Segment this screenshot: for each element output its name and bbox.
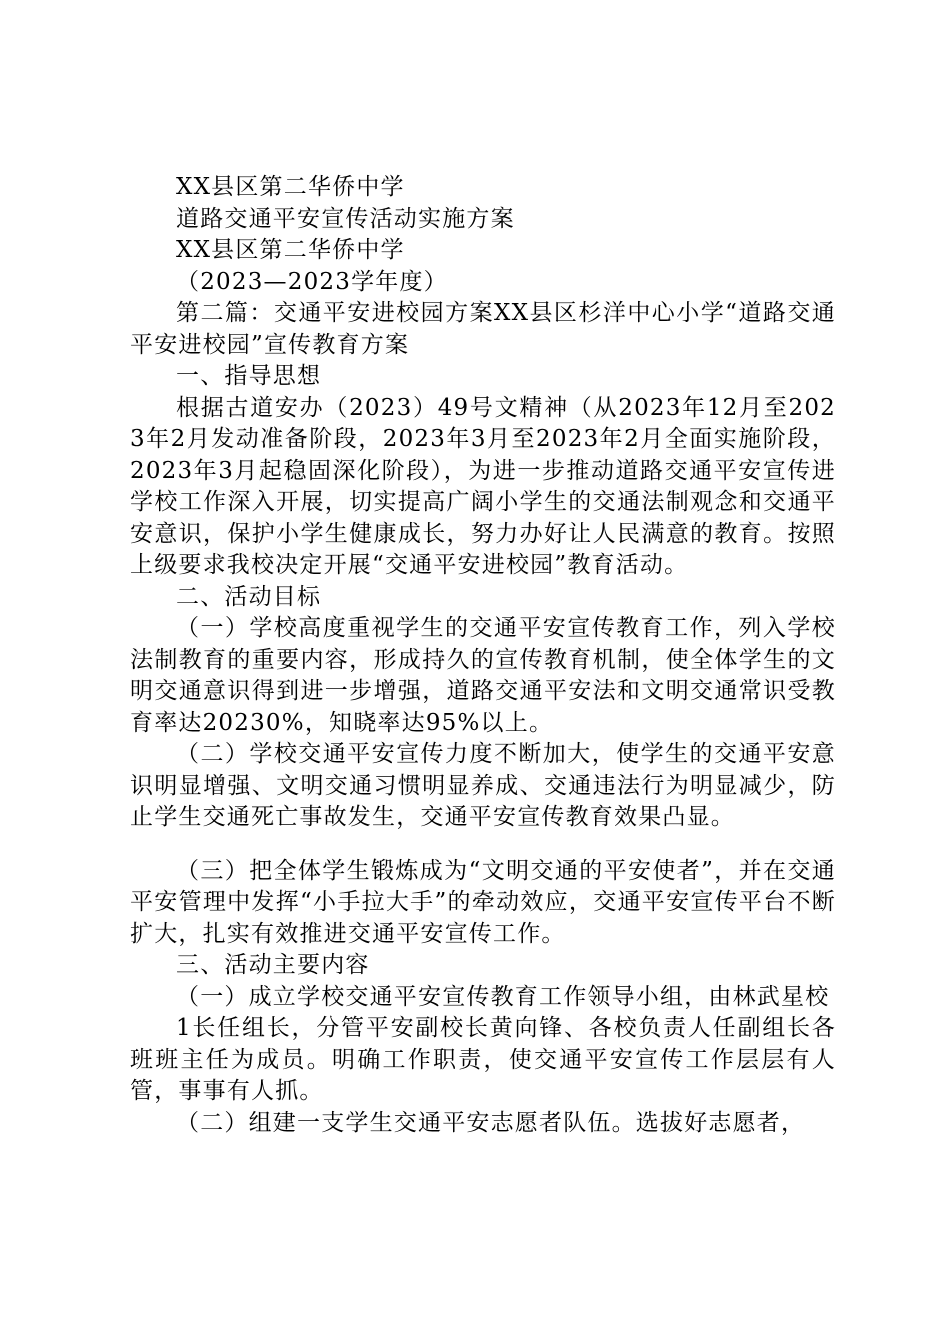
paragraph-goal-3: （三）把全体学生锻炼成为“文明交通的平安使者”，并在交通平安管理中发挥“小手拉大手”的牵动效应，交通平安宣传平台不断扩大，扎实有效推进交通平安宣传工作。 [130,857,836,947]
plan-title-line: 道路交通平安宣传活动实施方案 [176,205,515,232]
paragraph-goal-1: （一）学校高度重视学生的交通平安宣传教育工作，列入学校法制教育的重要内容，形成持久的宣传教育机制，使全体学生的文明交通意识得到进一步增强，道路交通平安法和文明交通常识受教育率达20230%，知晓率达95%以上。 [130,615,836,736]
heading-guiding-thought: 一、指导思想 [176,363,322,389]
heading-main-content: 三、活动主要内容 [176,952,370,978]
paragraph-content-2: （二）组建一支学生交通平安志愿者队伍。选拔好志愿者， [176,1109,806,1136]
paragraph-guiding-thought: 根据古道安办（2023）49号文精神（从2023年12月至2023年2月发动准备阶段，2023年3月至2023年2月全面实施阶段，2023年3月起稳固深化阶段），为进一步推动道路交通平安宣传进学校工作深入开展，切实提高广阔小学生的交通法制观念和交通平安意识，保护小学生健康成长，努力办好让人民满意的教育。按照上级要求我校决定开展“交通平安进校园”教育活动。 [130,394,836,578]
school-name-line-2: XX县区第二华侨中学 [176,237,405,263]
paragraph-goal-2: （二）学校交通平安宣传力度不断加大，使学生的交通平安意识明显增强、文明交通习惯明显养成、交通违法行为明显减少，防止学生交通死亡事故发生，交通平安宣传教育效果凸显。 [130,741,836,830]
document-body [130,172,836,1139]
section-heading-part-two: 第二篇：交通平安进校园方案XX县区杉洋中心小学“道路交通平安进校园”宣传教育方案 [130,300,836,358]
school-year-line: （2023—2023学年度） [176,268,448,295]
paragraph-content-1: （一）成立学校交通平安宣传教育工作领导小组，由林武星校 [176,983,830,1010]
school-name-line: XX县区第二华侨中学 [176,174,405,200]
heading-activity-goals: 二、活动目标 [176,583,322,610]
paragraph-content-1-cont: 1长任组长，分管平安副校长黄向锋、各校负责人任副组长各班班主任为成员。明确工作职责，使交通平安宣传工作层层有人管，事事有人抓。 [130,1015,836,1104]
